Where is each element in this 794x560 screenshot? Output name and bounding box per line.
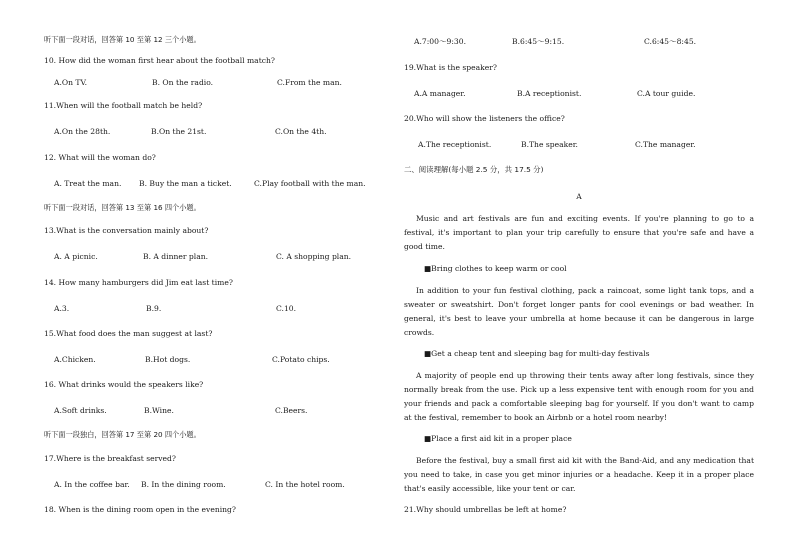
paragraph-3: A majority of people end up throwing their tents away after long festivals, since they normally break from the use. Pick up a less expensive tent with enough room for you and your friends and pack a comfortable sleeping bag for yourself. If you don't want to camp at the festival, remember to book an Airbnb or a hotel room nearby! — [404, 371, 754, 422]
section-intro-q13: 听下面一段对话，回答第 13 至第 16 四个小题。 — [44, 203, 201, 212]
question-15: 15.What food does the man suggest at last? — [44, 329, 213, 338]
q19-option-a[interactable]: A.A manager. — [414, 89, 466, 98]
section-heading: 二、阅读理解(每小题 2.5 分，共 17.5 分) — [404, 165, 544, 174]
q15-option-c[interactable]: C.Potato chips. — [272, 355, 330, 364]
question-11: 11.When will the football match be held? — [44, 101, 203, 110]
q19-option-b[interactable]: B.A receptionist. — [517, 89, 582, 98]
question-19: 19.What is the speaker? — [404, 63, 497, 72]
section-intro-q10: 听下面一段对话，回答第 10 至第 12 三个小题。 — [44, 35, 201, 44]
q12-option-c[interactable]: C.Play football with the man. — [254, 179, 366, 188]
tip-heading-clothes: ■Bring clothes to keep warm or cool — [424, 264, 567, 273]
q20-option-c[interactable]: C.The manager. — [635, 140, 696, 149]
tip-heading-first-aid: ■Place a first aid kit in a proper place — [424, 434, 572, 443]
q11-option-a[interactable]: A.On the 28th. — [54, 127, 111, 136]
paragraph-2: In addition to your fun festival clothing, pack a raincoat, some light tank tops, and a sweater or sweatshirt. Don't forget longer pants for cool evenings or bad weather. In general, it's best to leave your umbrella at home because it can be dangerous in large crowds. — [404, 286, 754, 337]
q12-option-b[interactable]: B. Buy the man a ticket. — [139, 179, 232, 188]
q14-option-c[interactable]: C.10. — [276, 304, 297, 313]
question-20: 20.Who will show the listeners the office? — [404, 114, 565, 123]
question-13: 13.What is the conversation mainly about? — [44, 226, 209, 235]
q10-option-b[interactable]: B. On the radio. — [152, 78, 214, 87]
q11-option-c[interactable]: C.On the 4th. — [275, 127, 327, 136]
q17-option-c[interactable]: C. In the hotel room. — [265, 480, 345, 489]
question-10: 10. How did the woman first hear about the football match? — [44, 56, 275, 65]
question-18: 18. When is the dining room open in the evening? — [44, 505, 236, 514]
question-12: 12. What will the woman do? — [44, 153, 156, 162]
passage-label: A — [576, 192, 582, 201]
q17-option-a[interactable]: A. In the coffee bar. — [54, 480, 130, 489]
paragraph-1: Music and art festivals are fun and exciting events. If you're planning to go to a festival, it's important to plan your trip carefully to ensure that you're safe and have a good time. — [404, 214, 754, 251]
q18-option-b[interactable]: B.6:45～9:15. — [512, 37, 565, 46]
q19-option-c[interactable]: C.A tour guide. — [637, 89, 696, 98]
q15-option-a[interactable]: A.Chicken. — [54, 355, 96, 364]
q13-option-a[interactable]: A. A picnic. — [54, 252, 98, 261]
question-14: 14. How many hamburgers did Jim eat last time? — [44, 278, 233, 287]
question-16: 16. What drinks would the speakers like? — [44, 380, 204, 389]
q20-option-b[interactable]: B.The speaker. — [521, 140, 578, 149]
paragraph-4: Before the festival, buy a small first aid kit with the Band-Aid, and any medication that you need to take, in case you get minor injuries or a headache. Keep it in a proper place that's easily accessible, like your tent or car. — [404, 456, 754, 493]
q14-option-b[interactable]: B.9. — [146, 304, 162, 313]
tip-heading-tent: ■Get a cheap tent and sleeping bag for multi-day festivals — [424, 349, 650, 358]
q20-option-a[interactable]: A.The receptionist. — [418, 140, 492, 149]
q16-option-a[interactable]: A.Soft drinks. — [54, 406, 107, 415]
q10-option-c[interactable]: C.From the man. — [277, 78, 342, 87]
q16-option-b[interactable]: B.Wine. — [144, 406, 174, 415]
q15-option-b[interactable]: B.Hot dogs. — [145, 355, 191, 364]
section-intro-q17: 听下面一段独白，回答第 17 至第 20 四个小题。 — [44, 430, 201, 439]
q11-option-b[interactable]: B.On the 21st. — [151, 127, 207, 136]
q12-option-a[interactable]: A. Treat the man. — [54, 179, 122, 188]
q18-option-c[interactable]: C.6:45～8:45. — [644, 37, 697, 46]
question-17: 17.Where is the breakfast served? — [44, 454, 176, 463]
q14-option-a[interactable]: A.3. — [54, 304, 70, 313]
q17-option-b[interactable]: B. In the dining room. — [141, 480, 226, 489]
q18-option-a[interactable]: A.7:00～9:30. — [414, 37, 467, 46]
q13-option-c[interactable]: C. A shopping plan. — [276, 252, 352, 261]
q16-option-c[interactable]: C.Beers. — [275, 406, 308, 415]
q10-option-a[interactable]: A.On TV. — [54, 78, 88, 87]
q13-option-b[interactable]: B. A dinner plan. — [143, 252, 209, 261]
question-21: 21.Why should umbrellas be left at home? — [404, 505, 567, 514]
